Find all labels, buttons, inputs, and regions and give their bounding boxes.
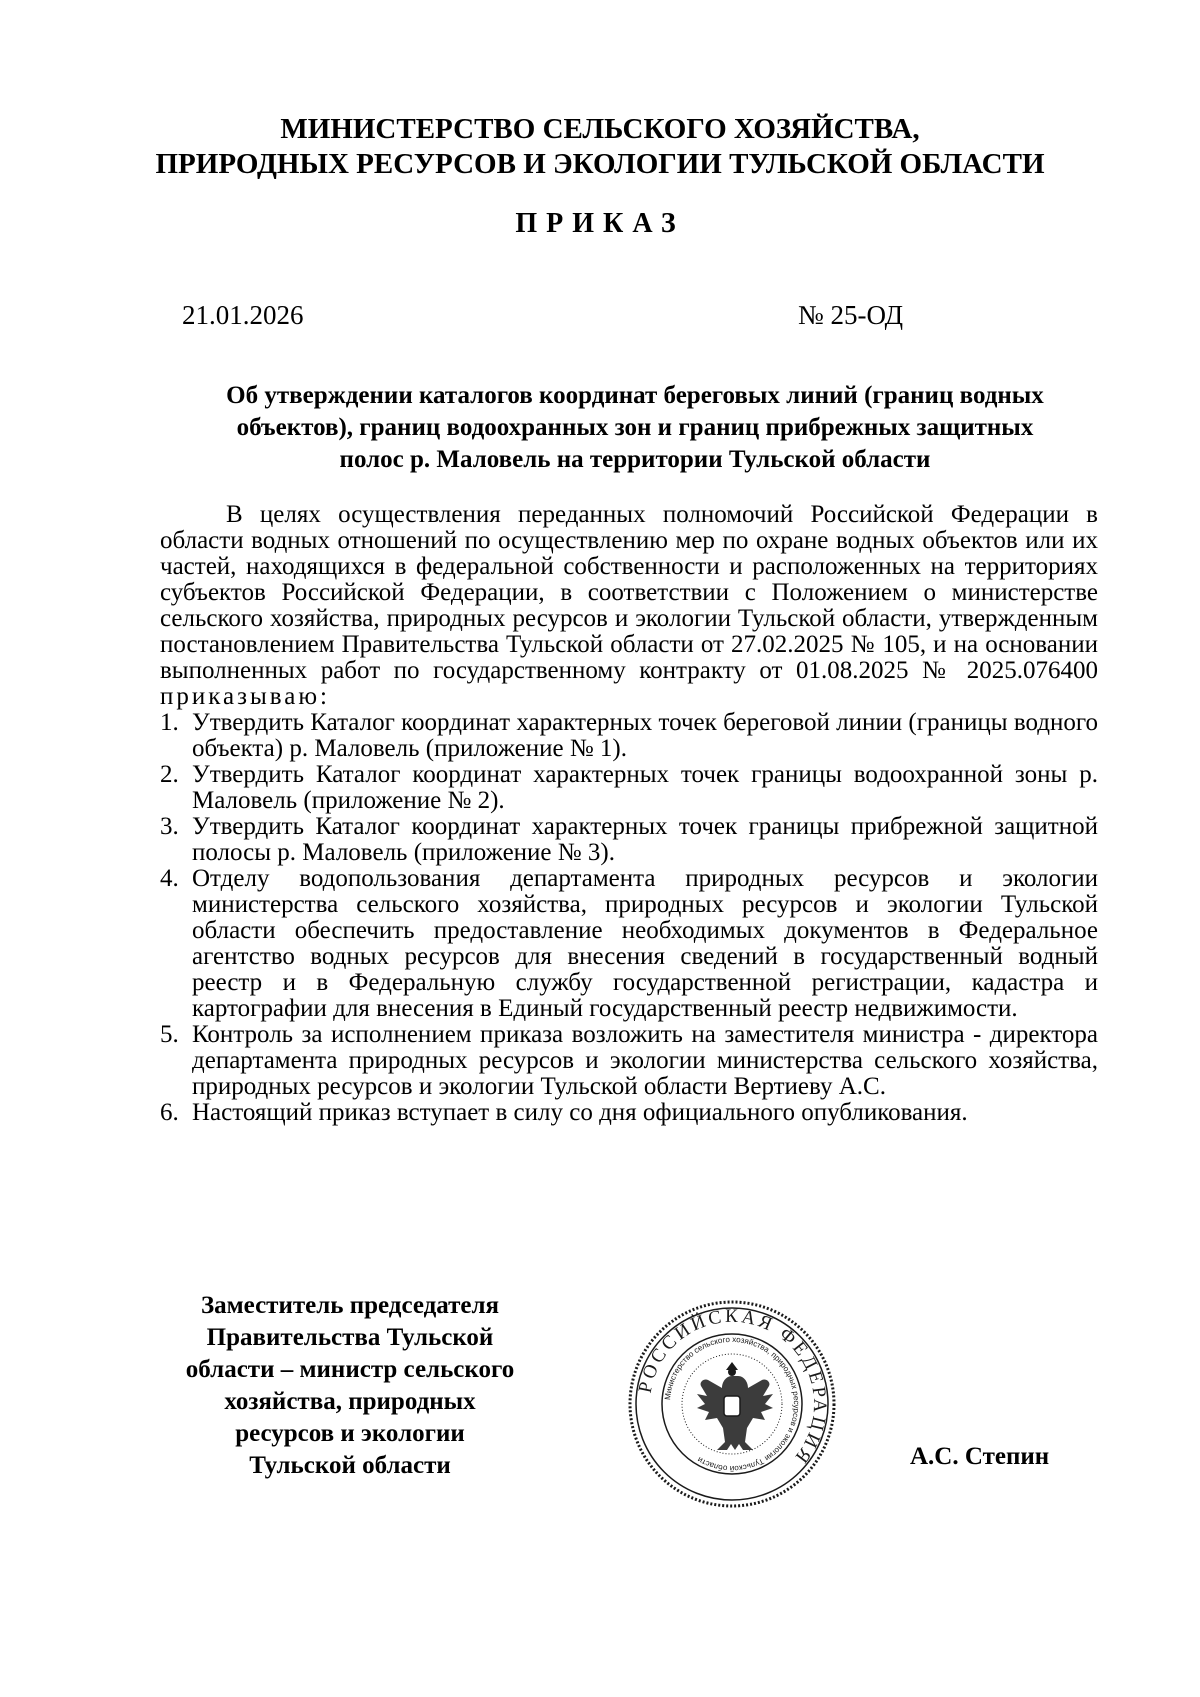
signer-title-line-5: ресурсов и экологии (235, 1420, 465, 1447)
item-number: 2. (160, 761, 179, 788)
order-item-1 (160, 710, 1098, 762)
item-number: 3. (160, 813, 179, 840)
preamble-text: В целях осуществления переданных полномочий Российской Федерации в области водных отношений по осуществлению мер по охране водных объектов или их частей, находящихся в федеральной собственности и расположенных на территориях субъектов Российской Федерации, в соответствии с Положением о министерстве сельского хозяйства, природных ресурсов и экологии Тульской области, утвержденным постановлением Правительства Тульской области от 27.02.2025 № 105, и на основании выполненных работ по государственному контракту от 01.08.2025 № 2025.076400 (160, 501, 1098, 684)
ministry-line-2: ПРИРОДНЫХ РЕСУРСОВ И ЭКОЛОГИИ ТУЛЬСКОЙ ОБЛАСТИ (155, 148, 1045, 180)
seal-outer-textpath: РОССИЙСКАЯ ФЕДЕРАЦИЯ (634, 1305, 831, 1470)
subject-line-3: полос р. Маловель на территории Тульской области (339, 446, 931, 473)
seal-inner-textpath: Министерство сельского хозяйства, природных ресурсов и экологии Тульской области (663, 1334, 802, 1474)
seal-icon (626, 1298, 838, 1510)
preamble-paragraph (160, 502, 1098, 710)
item-text: Утвердить Каталог координат характерных точек границы прибрежной защитной полосы р. Маловель (приложение № 3). (192, 813, 1098, 866)
item-text: Отделу водопользования департамента природных ресурсов и экологии министерства сельского хозяйства, природных ресурсов и экологии Тульской области обеспечить предоставление необходимых документов в Федеральное агентство водных ресурсов для внесения сведений в государственный водный реестр и в Федеральную службу государственной регистрации, кадастра и картографии для внесения в Единый государственный реестр недвижимости. (192, 865, 1098, 1022)
order-item-6 (160, 1100, 1098, 1126)
item-text: Настоящий приказ вступает в силу со дня официального опубликования. (192, 1099, 968, 1126)
item-text: Утвердить Каталог координат характерных точек границы водоохранной зоны р. Маловель (приложение № 2). (192, 761, 1098, 814)
item-text: Утвердить Каталог координат характерных точек береговой линии (границы водного объекта) р. Маловель (приложение № 1). (192, 709, 1098, 762)
item-number: 1. (160, 709, 179, 736)
subject-line-1: Об утверждении каталогов координат береговых линий (границ водных (226, 382, 1044, 409)
item-number: 6. (160, 1099, 179, 1126)
signer-title (160, 1290, 540, 1482)
order-item-4 (160, 866, 1098, 1022)
document-type: ПРИКАЗ (515, 208, 685, 239)
order-item-5 (160, 1022, 1098, 1100)
subject-line-2: объектов), границ водоохранных зон и границ прибрежных защитных (236, 414, 1034, 441)
order-item-3 (160, 814, 1098, 866)
signer-title-line-2: Правительства Тульской (206, 1324, 494, 1351)
item-number: 4. (160, 865, 179, 892)
ministry-line-1: МИНИСТЕРСТВО СЕЛЬСКОГО ХОЗЯЙСТВА, (280, 113, 920, 145)
item-number: 5. (160, 1021, 179, 1048)
signer-title-line-4: хозяйства, природных (224, 1388, 476, 1415)
official-seal (626, 1298, 838, 1510)
signer-name: А.С. Степин (910, 1443, 1050, 1470)
order-number: № 25-ОД (798, 300, 904, 330)
order-date: 21.01.2026 (182, 300, 304, 330)
signer-title-line-6: Тульской области (249, 1452, 451, 1479)
signer-title-line-1: Заместитель председателя (200, 1292, 500, 1319)
order-items (160, 710, 1098, 1126)
item-text: Контроль за исполнением приказа возложить на заместителя министра - директора департамента природных ресурсов и экологии министерства сельского хозяйства, природных ресурсов и экологии Тульской области Вертиеву А.С. (192, 1021, 1098, 1100)
ministry-header (100, 112, 1100, 182)
double-headed-eagle-icon (697, 1362, 773, 1450)
order-body (160, 502, 1098, 1126)
preamble-command: приказываю: (160, 683, 330, 710)
order-subject (170, 380, 1100, 476)
order-item-2 (160, 762, 1098, 814)
signer-title-line-3: области – министр сельского (185, 1356, 515, 1383)
